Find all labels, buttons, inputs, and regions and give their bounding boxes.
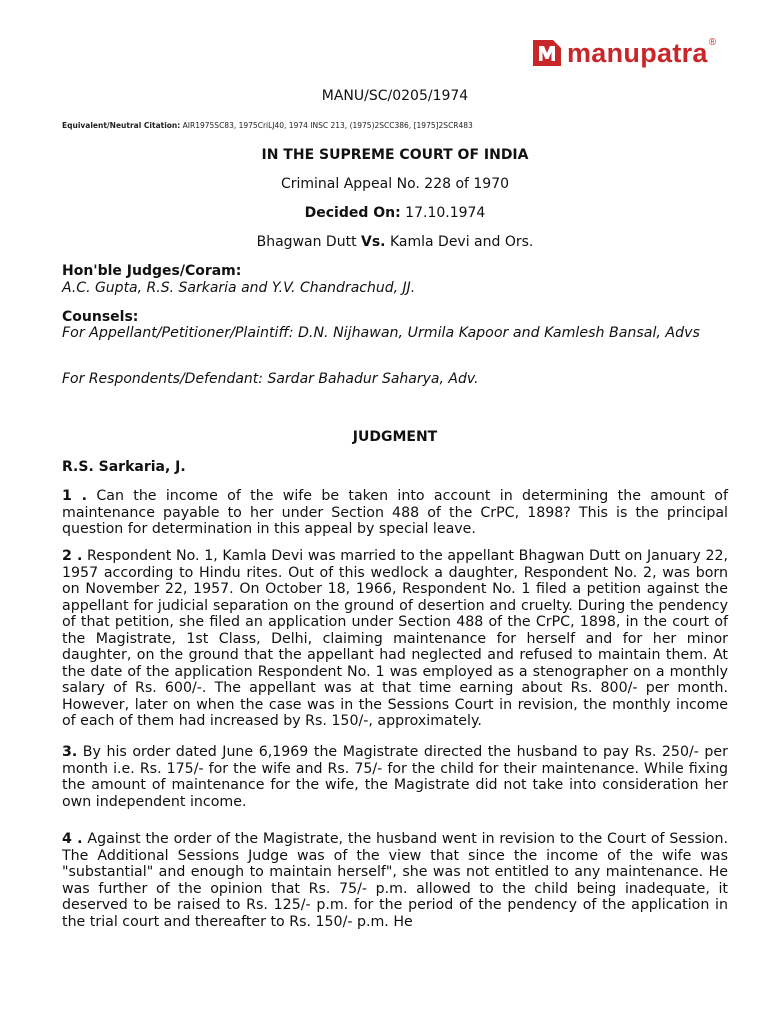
equivalent-citation-label: Equivalent/Neutral Citation: (62, 121, 181, 130)
manu-citation: MANU/SC/0205/1974 (321, 88, 469, 104)
counsel-appellant: For Appellant/Petitioner/Plaintiff: D.N. Nijhawan, Urmila Kapoor and Kamlesh Bansal, Advs (62, 325, 700, 341)
paragraph-number: 4 . (62, 831, 83, 847)
court-name: IN THE SUPREME COURT OF INDIA (261, 147, 529, 163)
paragraph-3 (62, 744, 728, 810)
paragraph-number: 2 . (62, 548, 83, 564)
paragraph-number: 3. (62, 744, 78, 760)
decided-on-label: Decided On: (304, 205, 401, 221)
paragraph-text: Against the order of the Magistrate, the husband went in revision to the Court of Session. The Additional Sessions Judge was of the view that since the income of the wife was "substantial" and enough to maintain herself", she was not entitled to any maintenance. He was further of the opinion that Rs. 75/- p.m. allowed to the child being inadequate, it deserved to be raised to Rs. 125/- p.m. for the period of the pendency of the application in the trial court and thereafter to Rs. 150/- p.m. He (62, 831, 728, 930)
equivalent-citation (62, 121, 473, 130)
manupatra-logo-icon (533, 38, 563, 68)
judgment-heading: JUDGMENT (352, 429, 438, 445)
case-parties (0, 234, 768, 250)
judges-names: A.C. Gupta, R.S. Sarkaria and Y.V. Chandrachud, JJ. (62, 280, 416, 296)
paragraph-1 (62, 488, 728, 538)
judges-heading: Hon'ble Judges/Coram: (62, 263, 242, 279)
brand-name: manupatra (567, 37, 708, 68)
paragraph-4 (62, 831, 728, 930)
paragraph-2 (62, 548, 728, 730)
equivalent-citation-value: AIR1975SC83, 1975CriLJ40, 1974 INSC 213, (1975)2SCC386, [1975]2SCR483 (180, 121, 473, 130)
versus: Vs. (361, 234, 386, 250)
registered-mark: ® (708, 37, 717, 48)
judgment-author: R.S. Sarkaria, J. (62, 459, 186, 475)
paragraph-text: Can the income of the wife be taken into account in determining the amount of maintenance payable to her under Section 488 of the CrPC, 1898? This is the principal question for determination in this appeal by special leave. (62, 488, 728, 537)
paragraph-number: 1 . (62, 488, 88, 504)
decided-on (0, 205, 768, 221)
decided-on-date: 17.10.1974 (400, 205, 486, 221)
paragraph-text: Respondent No. 1, Kamla Devi was married to the appellant Bhagwan Dutt on January 22, 1957 according to Hindu rites. Out of this wedlock a daughter, Respondent No. 2, was born on November 22, 1957. On October 18, 1966, Respondent No. 1 filed a petition against the appellant for judicial separation on the ground of desertion and cruelty. During the pendency of that petition, she filed an application under Section 488 of the CrPC, 1898, in the court of the Magistrate, 1st Class, Delhi, claiming maintenance for herself and for her minor daughter, on the ground that the appellant had neglected and refused to maintain them. At the date of the application Respondent No. 1 was employed as a stenographer on a monthly salary of Rs. 600/-. The appellant was at that time earning about Rs. 800/- per month. However, later on when the case was in the Sessions Court in revision, the monthly income of each of them had increased by Rs. 150/-, approximately. (62, 548, 729, 729)
manupatra-logo (533, 35, 716, 71)
counsels-heading: Counsels: (62, 309, 139, 325)
appeal-number: Criminal Appeal No. 228 of 1970 (280, 176, 510, 192)
paragraph-text: By his order dated June 6,1969 the Magistrate directed the husband to pay Rs. 250/- per month i.e. Rs. 175/- for the wife and Rs. 75/- for the child for their maintenance. While fixing the amount of maintenance for the wife, the Magistrate did not take into consideration her own independent income. (62, 744, 728, 810)
respondent-name: Kamla Devi and Ors. (385, 234, 534, 250)
counsel-respondent: For Respondents/Defendant: Sardar Bahadur Saharya, Adv. (62, 371, 479, 387)
appellant-name: Bhagwan Dutt (256, 234, 362, 250)
